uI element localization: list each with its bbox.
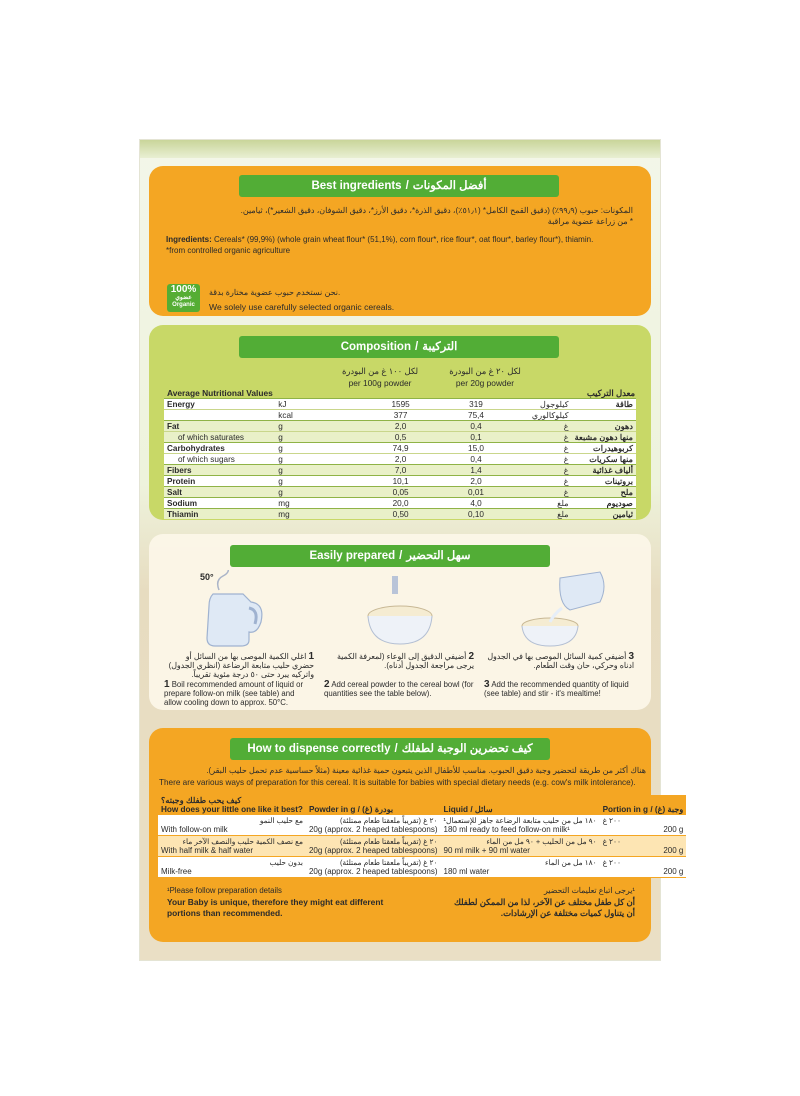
dispense-liquid-en: 180 ml ready to feed follow-on milk¹: [443, 825, 570, 834]
value-per-100g: 1595: [367, 399, 434, 410]
nutrition-row: [164, 509, 636, 520]
dispense-how-en: With half milk & half water: [161, 846, 254, 855]
dispense-row: [158, 857, 686, 878]
badge-ar: عضوي: [175, 295, 192, 301]
nutrition-row: [164, 454, 636, 465]
ingredients-ar-line2: * من زراعة عضوية مراقبة: [547, 217, 633, 226]
unique-en-1: Your Baby is unique, therefore they might eat different: [167, 897, 384, 907]
nutrient-name-en: Thiamin: [164, 509, 275, 520]
value-per-100g: 0,50: [367, 509, 434, 520]
step-number: 2: [468, 651, 474, 662]
head-100g-ar: لكل ١٠٠ غ من البودرة: [341, 366, 419, 376]
value-per-20g: 0,01: [434, 487, 518, 498]
ingredients-title-en: Best ingredients: [311, 180, 402, 192]
organic-statement-ar: نحن نستخدم حبوب عضوية مختارة بدقة.: [209, 288, 341, 297]
dispense-portion-cell: [600, 836, 687, 857]
ingredients-en-line1: [166, 235, 593, 245]
dispense-portion-ar: ٢٠٠ غ: [602, 837, 621, 846]
dispense-liquid-en: 180 ml water: [443, 867, 490, 876]
footnote-en: ¹Please follow preparation details: [167, 886, 282, 895]
unit-en: mg: [275, 498, 367, 509]
dispense-powder-ar: ٢٠ غ (تقريباً ملعقتا طعام ممتلئة): [339, 858, 438, 867]
step-number: 3: [484, 679, 490, 690]
head-liquid: Liquid / سائل: [443, 805, 493, 814]
dispense-how-en: Milk-free: [161, 867, 192, 876]
dispense-powder-cell: [306, 836, 441, 857]
nutrient-name-en: of which sugars: [164, 454, 275, 465]
dispense-how-cell: [158, 836, 306, 857]
nutrient-name-en: of which saturates: [164, 432, 275, 443]
value-per-100g: 2,0: [367, 454, 434, 465]
head-powder: Powder in g / (غ) بودرة: [308, 805, 394, 814]
unit-ar: غ: [518, 476, 572, 487]
nutrient-name-en: Sodium: [164, 498, 275, 509]
nutrient-name-en: Fibers: [164, 465, 275, 476]
head-how-ar: كيف يحب طفلك وجبته؟: [161, 796, 242, 805]
nutrient-name-ar: ألياف غذائية: [572, 465, 636, 476]
unique-en-2: portions than recommended.: [167, 908, 283, 918]
value-per-20g: 0,4: [434, 421, 518, 432]
value-per-20g: 0,1: [434, 432, 518, 443]
nutrient-name-ar: طاقة: [572, 399, 636, 410]
dispense-portion-ar: ٢٠٠ غ: [602, 858, 621, 867]
nutrition-row: [164, 443, 636, 454]
dispense-how-cell: [158, 815, 306, 836]
step-en-body: Add cereal powder to the cereal bowl (for quantities see the table below).: [324, 680, 474, 698]
cereal-bowl-icon: [360, 570, 440, 650]
dispense-portion-en: 200 g: [663, 867, 684, 876]
preparation-title-ar: سهل التحضير: [406, 550, 471, 562]
nutrient-name-en: Energy: [164, 399, 275, 410]
value-per-100g: 0,5: [367, 432, 434, 443]
avg-values-ar: معدل التركيب: [586, 388, 635, 398]
preparation-ribbon: Easily prepared / سهل التحضير: [230, 545, 550, 567]
dispense-liquid-cell: [441, 857, 600, 878]
nutrient-name-ar: ملح: [572, 487, 636, 498]
nutrient-name-en: Protein: [164, 476, 275, 487]
nutrition-row: [164, 487, 636, 498]
footnote-ar: ¹يرجى اتباع تعليمات التحضير: [543, 886, 635, 895]
nutrient-name-ar: دهون: [572, 421, 636, 432]
dispense-how-ar: مع نصف الكمية حليب والنصف الآخر ماء: [182, 837, 303, 846]
unit-en: g: [275, 465, 367, 476]
ingredients-title-ar: أفضل المكونات: [412, 180, 487, 192]
value-per-20g: 15,0: [434, 443, 518, 454]
badge-en: Organic: [172, 302, 195, 308]
step-text-en: [164, 680, 314, 707]
box-top-flap: [140, 140, 660, 158]
dispense-title-en: How to dispense correctly: [247, 743, 391, 755]
nutrient-name-ar: [572, 410, 636, 421]
unique-ar-2: أن يتناول كميات مختلفة عن الإرشادات.: [500, 908, 635, 918]
step-text-en: [484, 680, 634, 698]
value-per-20g: 0,4: [434, 454, 518, 465]
value-per-100g: 377: [367, 410, 434, 421]
dispense-intro-en: There are various ways of preparation for this cereal. It is suitable for babies with special dietary needs (e.g. cow's milk intolerance).: [159, 778, 636, 787]
value-per-100g: 0,05: [367, 487, 434, 498]
dispense-how-ar: مع حليب النمو: [259, 816, 303, 825]
dispense-table-header: [158, 795, 686, 815]
value-per-100g: 20,0: [367, 498, 434, 509]
value-per-20g: 2,0: [434, 476, 518, 487]
step-ar-body: أضيفي كمية السائل الموصى بها في الجدول ادناه وحركي، حان وقت الطعام.: [487, 652, 634, 670]
dispense-powder-ar: ٢٠ غ (تقريباً ملعقتا طعام ممتلئة): [339, 837, 438, 846]
composition-title-ar: التركيبة: [422, 341, 458, 353]
dispense-liquid-cell: [441, 815, 600, 836]
dispense-portion-en: 200 g: [663, 846, 684, 855]
nutrition-row: [164, 498, 636, 509]
value-per-100g: 2,0: [367, 421, 434, 432]
step-number: 1: [308, 651, 314, 662]
dispense-liquid-cell: [441, 836, 600, 857]
value-per-20g: 4,0: [434, 498, 518, 509]
nutrient-name-en: Salt: [164, 487, 275, 498]
ingredients-panel: [149, 166, 651, 316]
step-text-ar: [164, 652, 314, 679]
head-portion: Portion in g / (غ) وجبة: [602, 805, 684, 814]
value-per-100g: 7,0: [367, 465, 434, 476]
dispense-title-ar: كيف تحضرين الوجبة لطفلك: [401, 743, 533, 755]
head-20g-ar: لكل ٢٠ غ من البودرة: [449, 366, 521, 376]
nutrient-name-en: [164, 410, 275, 421]
dispense-liquid-ar: ٩٠ مل من الحليب + ٩٠ مل من الماء: [486, 837, 597, 846]
value-per-20g: 319: [434, 399, 518, 410]
nutrition-row: [164, 410, 636, 421]
step-en-body: Add the recommended quantity of liquid (see table) and stir - it's mealtime!: [484, 680, 629, 698]
dispense-liquid-ar: ١٨٠ مل من الماء: [545, 858, 597, 867]
step-ar-body: اغلي الكمية الموصى بها من السائل أو حضري حليب متابعة الرضاعة (انظري الجدول) واتركيه يبرد حتى ٥٠ درجة مئوية تقريباً.: [168, 652, 314, 679]
value-per-20g: 75,4: [434, 410, 518, 421]
unit-ar: غ: [518, 421, 572, 432]
dispense-powder-en: 20g (approx. 2 heaped tablespoons): [308, 867, 438, 876]
value-per-100g: 10,1: [367, 476, 434, 487]
dispense-powder-cell: [306, 815, 441, 836]
preparation-title-en: Easily prepared: [309, 550, 396, 562]
dispense-row: [158, 815, 686, 836]
nutrition-row: [164, 399, 636, 410]
unit-en: g: [275, 476, 367, 487]
dispense-liquid-en: 90 ml milk + 90 ml water: [443, 846, 530, 855]
step-text-en: [324, 680, 474, 698]
head-how-en: How does your little one like it best?: [161, 805, 303, 814]
ingredients-en-text: Cereals* (99,9%) (whole grain wheat flour* (51,1%), corn flour*, rice flour*, oat flour*, barley flour*), thiamin.: [214, 235, 594, 244]
dispense-portion-cell: [600, 857, 687, 878]
composition-title-en: Composition: [340, 341, 411, 353]
unit-en: g: [275, 421, 367, 432]
temperature-label: 50°: [200, 572, 214, 582]
value-per-20g: 1,4: [434, 465, 518, 476]
nutrition-row: [164, 465, 636, 476]
unit-ar: كيلوجول: [518, 399, 572, 410]
step-text-ar: [484, 652, 634, 670]
unit-ar: غ: [518, 487, 572, 498]
nutrient-name-en: Fat: [164, 421, 275, 432]
dispense-how-en: With follow-on milk: [161, 825, 228, 834]
unit-ar: غ: [518, 454, 572, 465]
dispense-portion-ar: ٢٠٠ غ: [602, 816, 621, 825]
dispense-row: [158, 836, 686, 857]
nutrient-name-ar: ثيامين: [572, 509, 636, 520]
unit-en: g: [275, 443, 367, 454]
nutrition-row: [164, 432, 636, 443]
dispense-liquid-ar: ١٨٠ مل من حليب متابعة الرضاعة جاهز للإستعمال¹: [443, 816, 597, 825]
avg-values-en: Average Nutritional Values: [167, 388, 273, 398]
ingredients-ribbon: Best ingredients / أفضل المكونات: [239, 175, 559, 197]
organic-statement-en: We solely use carefully selected organic cereals.: [209, 302, 395, 312]
step-number: 3: [628, 651, 634, 662]
value-per-20g: 0,10: [434, 509, 518, 520]
composition-ribbon: Composition / التركيبة: [239, 336, 559, 358]
ingredients-text-area: [163, 204, 637, 274]
unit-ar: غ: [518, 432, 572, 443]
nutrient-name-ar: منها سكريات: [572, 454, 636, 465]
unit-ar: ملغ: [518, 509, 572, 520]
unit-ar: كيلوكالوري: [518, 410, 572, 421]
ingredients-en-line2: *from controlled organic agriculture: [166, 246, 291, 255]
nutrient-name-ar: منها دهون مشبعة: [572, 432, 636, 443]
dispense-powder-cell: [306, 857, 441, 878]
step-number: 2: [324, 679, 330, 690]
dispense-how-cell: [158, 857, 306, 878]
ingredients-ar-line1: المكونات: حبوب (٩٩٫٩٪) (دقيق القمح الكامل* (٥١٫١٪)، دقيق الذرة*، دقيق الأرز*، دقيق الشوفان، دقيق الشعير*)، ثيامين.: [240, 206, 633, 215]
value-per-100g: 74,9: [367, 443, 434, 454]
step-text-ar: [324, 652, 474, 670]
nutrient-name-ar: بروتينات: [572, 476, 636, 487]
unit-en: kcal: [275, 410, 367, 421]
nutrient-name-en: Carbohydrates: [164, 443, 275, 454]
unit-en: g: [275, 432, 367, 443]
nutrition-row: [164, 476, 636, 487]
unit-ar: ملغ: [518, 498, 572, 509]
badge-percent: 100%: [170, 284, 197, 295]
head-20g-en: per 20g powder: [455, 378, 515, 388]
step-number: 1: [164, 679, 170, 690]
organic-badge-icon: [167, 284, 200, 312]
dispense-powder-ar: ٢٠ غ (تقريباً ملعقتا طعام ممتلئة): [339, 816, 438, 825]
unit-en: g: [275, 487, 367, 498]
unit-ar: غ: [518, 465, 572, 476]
unit-en: g: [275, 454, 367, 465]
dispense-how-ar: بدون حليب: [269, 858, 303, 867]
step-ar-body: أضيفي الدقيق إلى الوعاء (لمعرفة الكمية يرجى مراجعة الجدول أدناه).: [336, 652, 474, 670]
nutrient-name-ar: صوديوم: [572, 498, 636, 509]
ingredients-en-label: Ingredients:: [166, 235, 212, 244]
unit-en: mg: [275, 509, 367, 520]
dispense-ribbon: How to dispense correctly / كيف تحضرين الوجبة لطفلك: [230, 738, 550, 760]
head-100g-en: per 100g powder: [348, 378, 412, 388]
cereal-box-back-panel: [140, 140, 684, 960]
step-en-body: Boil recommended amount of liquid or prepare follow-on milk (see table) and allow cooling down to approx. 50°C.: [164, 680, 304, 707]
dispense-portion-cell: [600, 815, 687, 836]
nutrient-name-ar: كربوهيدرات: [572, 443, 636, 454]
dispense-intro-ar: هناك أكثر من طريقة لتحضير وجبة دقيق الحبوب. مناسب للأطفال الذين يتبعون حمية غذائية معينة (مثلاً حساسية عدم تحمل حليب البقر).: [206, 766, 646, 775]
pouring-jug-icon: [510, 568, 610, 648]
dispense-portion-en: 200 g: [663, 825, 684, 834]
unique-ar-1: أن كل طفل مختلف عن الآخر، لذا من الممكن لطفلك: [453, 897, 635, 907]
nutrition-row: [164, 421, 636, 432]
unit-ar: غ: [518, 443, 572, 454]
milk-jug-icon: [195, 570, 275, 650]
dispense-table: [158, 795, 686, 878]
dispense-powder-en: 20g (approx. 2 heaped tablespoons): [308, 825, 438, 834]
nutrition-table: [164, 398, 636, 519]
unit-en: kJ: [275, 399, 367, 410]
dispense-powder-en: 20g (approx. 2 heaped tablespoons): [308, 846, 438, 855]
